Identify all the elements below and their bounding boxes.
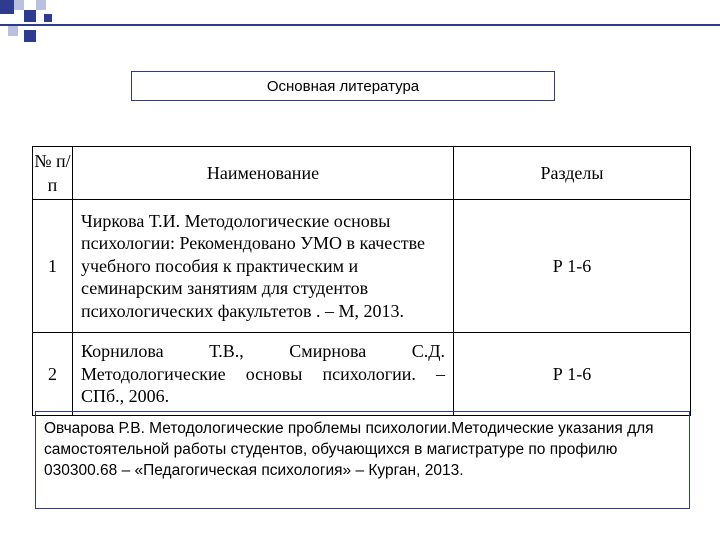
extra-reference-box [35,411,690,509]
row-sections: Р 1-6 [454,333,691,416]
table-header-row [33,147,691,200]
table-row [33,200,691,333]
row-sections: Р 1-6 [454,200,691,333]
row-name: Чиркова Т.И. Методологические основы психологии: Рекомендовано УМО в качестве учебного пособия к практическим и семинарским занятиям для студентов психологических факультетов . – М, 2013. [73,200,454,333]
page-title [131,71,555,101]
header-divider [0,24,720,26]
extra-reference-text: Овчарова Р.В. Методологические проблемы психологии.Методические указания для самостоятельной работы студентов, обучающихся в магистратуре по профилю 030300.68 – «Педагогическая психология» – Курган, 2013. [44,420,654,479]
table-row [33,333,691,416]
row-num: 1 [33,200,73,333]
header-sections: Разделы [454,147,691,200]
row-name: Корнилова Т.В., Смирнова С.Д. Методологические основы психологии. – СПб., 2006. [73,333,454,416]
header-name: Наименование [73,147,454,200]
header-num: № п/п [33,147,73,200]
page-title-text: Основная литература [266,77,420,95]
row-num: 2 [33,333,73,416]
literature-table [32,146,691,416]
